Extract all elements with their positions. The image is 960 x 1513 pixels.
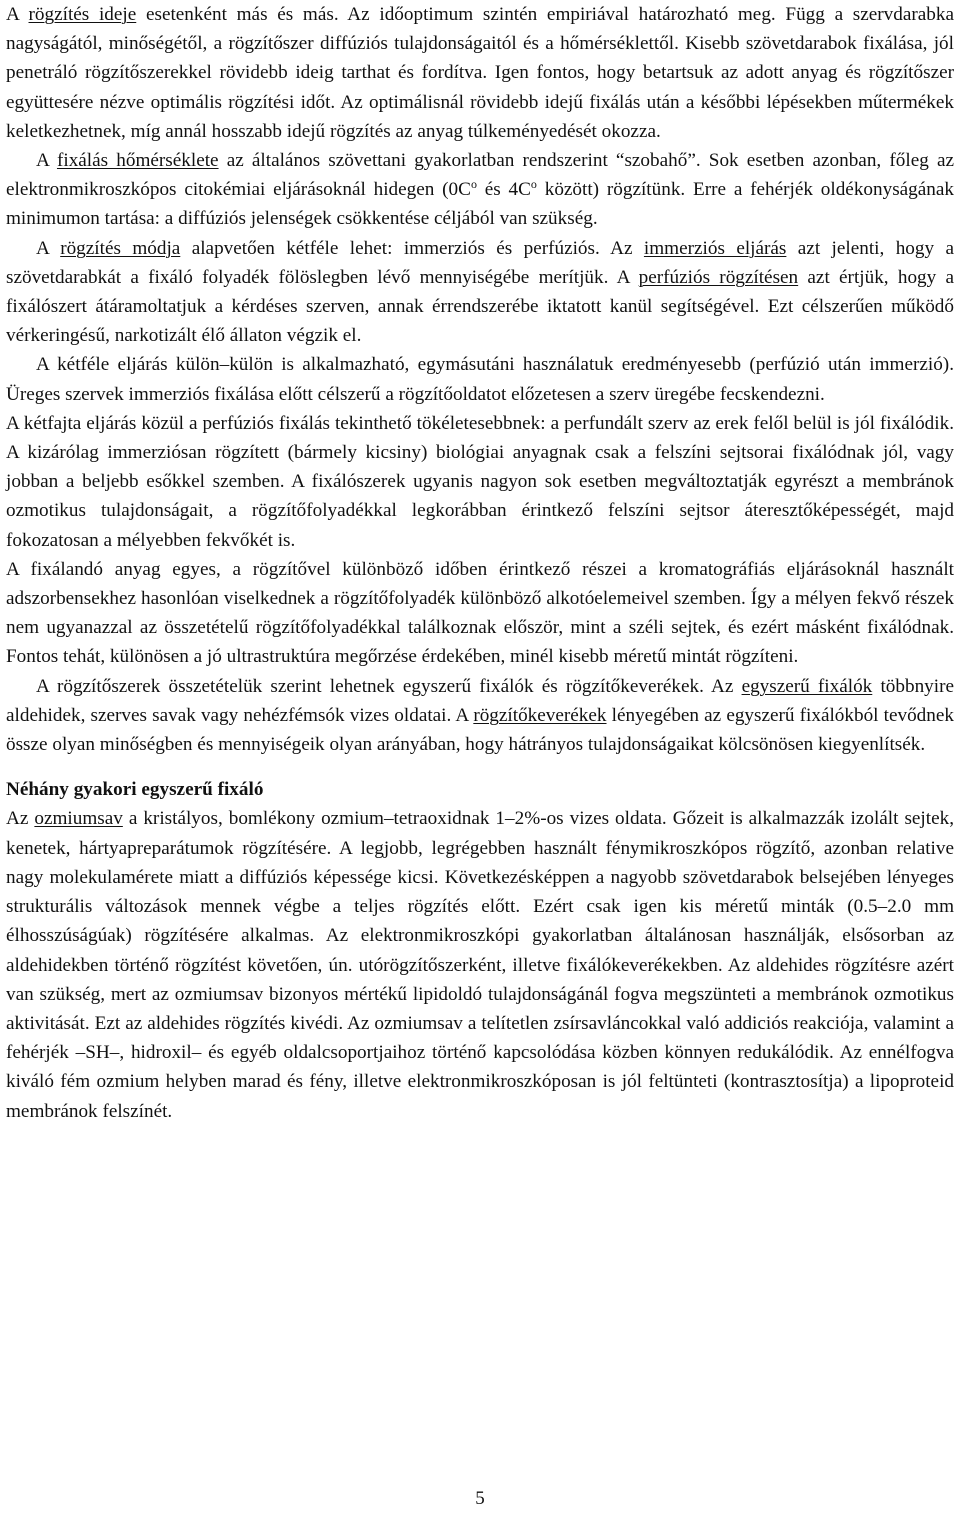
paragraph-osmic-acid	[6, 804, 954, 1125]
text-run: az általános szövettani gyakorlatban rendszerint “szobahő”. Sok esetben azonban, főleg az elektronmikroszkópos citokémiai eljárásoknál hidegen (0C	[6, 150, 954, 201]
paragraph-fixation-time	[6, 0, 954, 146]
text-run: a kristályos, bomlékony ozmium–tetraoxidnak 1–2%-os vizes oldata. Gőzeit is alkalmazzák izolált sejtek, kenetek, hártyapreparátumok rögzítésére. A legjobb, legrégebben használt fénymikroszkópos rögzítő, azonban relative nagy molekulamérete miatt a diffúziós képessége kicsi. Következésképpen a nagyobb szövetdarabok belsejében lényeges strukturális változások mennek végbe a teljes rögzítés előtt. Ezért csak igen kis méretű minták (0.5–2.0 mm élhosszúságúak) rögzítésére alkalmas. Az elektronmikroszkópi gyakorlatban általánosan használják, elsősorban az aldehidekben történő rögzítést követően, ún. utórögzítőszerként, illetve fixálókeverékekben. Az aldehides rögzítésre azért van szükség, mert az ozmiumsav bizonyos mértékű lipidoldó tulajdonságánál fogva megszünteti a membránok ozmotikus aktivitását. Ezt az aldehides rögzítés kivédi. Az ozmiumsav a telítetlen zsírsavláncokkal való addiciós reakciója, valamint a fehérjék –SH–, hidroxil– és egyéb oldalcsoportjaihoz történő kapcsolódása közben könnyen redukálódik. Az ennélfogva kiváló fém ozmium helyben marad és fény, illetve elektronmikroszkóposan is jól feltünteti (kontrasztosítja) a lipoproteid membránok felszínét.	[6, 808, 955, 1122]
paragraph-fixation-method	[6, 234, 954, 351]
text-run: alapvetően kétféle lehet: immerziós és perfúziós. Az	[180, 237, 644, 259]
section-heading: Néhány gyakori egyszerű fixáló	[6, 779, 264, 801]
paragraph-fixative-composition	[6, 672, 954, 760]
text-run: A	[36, 150, 57, 172]
paragraph-perfusion-advantage: A kétfajta eljárás közül a perfúziós fixálás tekinthető tökéletesebbnek: a perfundált szerv az erek felől belül is jól fixálódik. A kizárólag immerziósan rögzített (bármely kicsiny) biológiai anyagnak csak a felszíni sejtsorai fixálódnak jól, vagy jobban a beljebb esőkkel szemben. A fixálószerek ugyanis nagyon sok esetben megváltoztatják egyrészt a membránok ozmotikus tulajdonságait, a rögzítőfolyadékkal legkorábban érintkező felszíni sejtsor áteresztőképességét, majd fokozatosan a mélyebben fekvőkét is.	[6, 412, 954, 551]
paragraph-chromatographic-behaviour: A fixálandó anyag egyes, a rögzítővel különböző időben érintkező részei a kromatográfiás eljárásoknál használt adszorbensekhez hasonlóan viselkednek a rögzítőfolyadék különböző alkotóelemeivel szemben. Így a mélyen fekvő részek nem ugyanazzal az összetételű rögzítőfolyadékkal találkoznak először, mint a széli sejtek, és ezért másként fixálódnak. Fontos tehát, különösen a jó ultrastruktúra megőrzése érdekében, minél kisebb méretű mintát rögzíteni.	[6, 558, 954, 668]
text-run: és 4C	[476, 179, 531, 201]
degree-superscript: o	[470, 177, 477, 192]
degree-superscript: o	[530, 177, 537, 192]
term-fixation-time: rögzítés ideje	[28, 4, 137, 25]
term-fixative-mixtures: rögzítőkeverékek	[473, 704, 607, 726]
term-fixation-method: rögzítés módja	[60, 237, 181, 259]
paragraph-fixation-temperature	[6, 146, 954, 234]
text-run: A rögzítőszerek összetételük szerint lehetnek egyszerű fixálók és rögzítőkeverékek. Az	[36, 675, 742, 697]
text-run: azt értjük, hogy a fixálószert átáramoltatjuk a kérdéses szerven, annak érrendszerébe iktatott kanül segítségével. Ezt célszerűen működő vérkeringésű, narkotizált élő állaton végzik el.	[6, 266, 954, 347]
text-run: esetenként más és más. Az időoptimum szintén empiriával határozható meg. Függ a szervdarabka nagyságától, minőségétől, a rögzítőszer diffúziós tulajdonságaitól és a hőmérséklettől. Kisebb szövetdarabok fixálása, jól penetráló rögzítőszerekkel rövidebb ideig tarthat és fordítva. Igen fontos, hogy betartsuk az adott anyag és rögzítőszer együttesére nézve optimális rögzítési időt. Az optimálisnál rövidebb idejű fixálás után a későbbi lépésekben műtermékek keletkezhetnek, míg annál hosszabb idejű rögzítés az anyag túlkeményedését okozza.	[6, 4, 954, 142]
term-perfusion-fixation: perfúziós rögzítésen	[638, 266, 799, 288]
term-immersion-procedure: immerziós eljárás	[643, 237, 787, 259]
document-page	[6, 0, 954, 1126]
text-run: A	[6, 4, 29, 25]
text-run: többnyire aldehidek, szerves savak vagy nehézfémsók vizes oldatai. A	[6, 675, 954, 726]
text-run: lényegében az egyszerű fixálókból tevődnek össze olyan minőségben és mennyiségeik olyan arányában, hogy hátrányos tulajdonságaikat kölcsönösen kiegyenlítsék.	[6, 704, 954, 756]
term-simple-fixatives: egyszerű fixálók	[741, 675, 873, 697]
page-number: 5	[475, 1488, 485, 1509]
text-run: A	[36, 237, 61, 259]
text-run: között) rögzítünk. Erre a fehérjék oldékonyságának minimumon tartása: a diffúziós jelenségek csökkentése céljából van szükség.	[6, 179, 954, 230]
text-run: Az	[6, 808, 35, 830]
term-osmic-acid: ozmiumsav	[34, 808, 123, 830]
paragraph-combined-procedures: A kétféle eljárás külön–külön is alkalmazható, egymásutáni használatuk eredményesebb (perfúzió után immerzió). Üreges szervek immerziós fixálása előtt célszerű a rögzítőoldatot előzetesen a szerv üregébe fecskendezni.	[6, 354, 954, 405]
term-fixation-temperature: fixálás hőmérséklete	[56, 150, 219, 172]
text-run: azt jelenti, hogy a szövetdarabkát a fixáló folyadék fölöslegben lévő mennyiségébe merítjük. A	[6, 237, 954, 288]
